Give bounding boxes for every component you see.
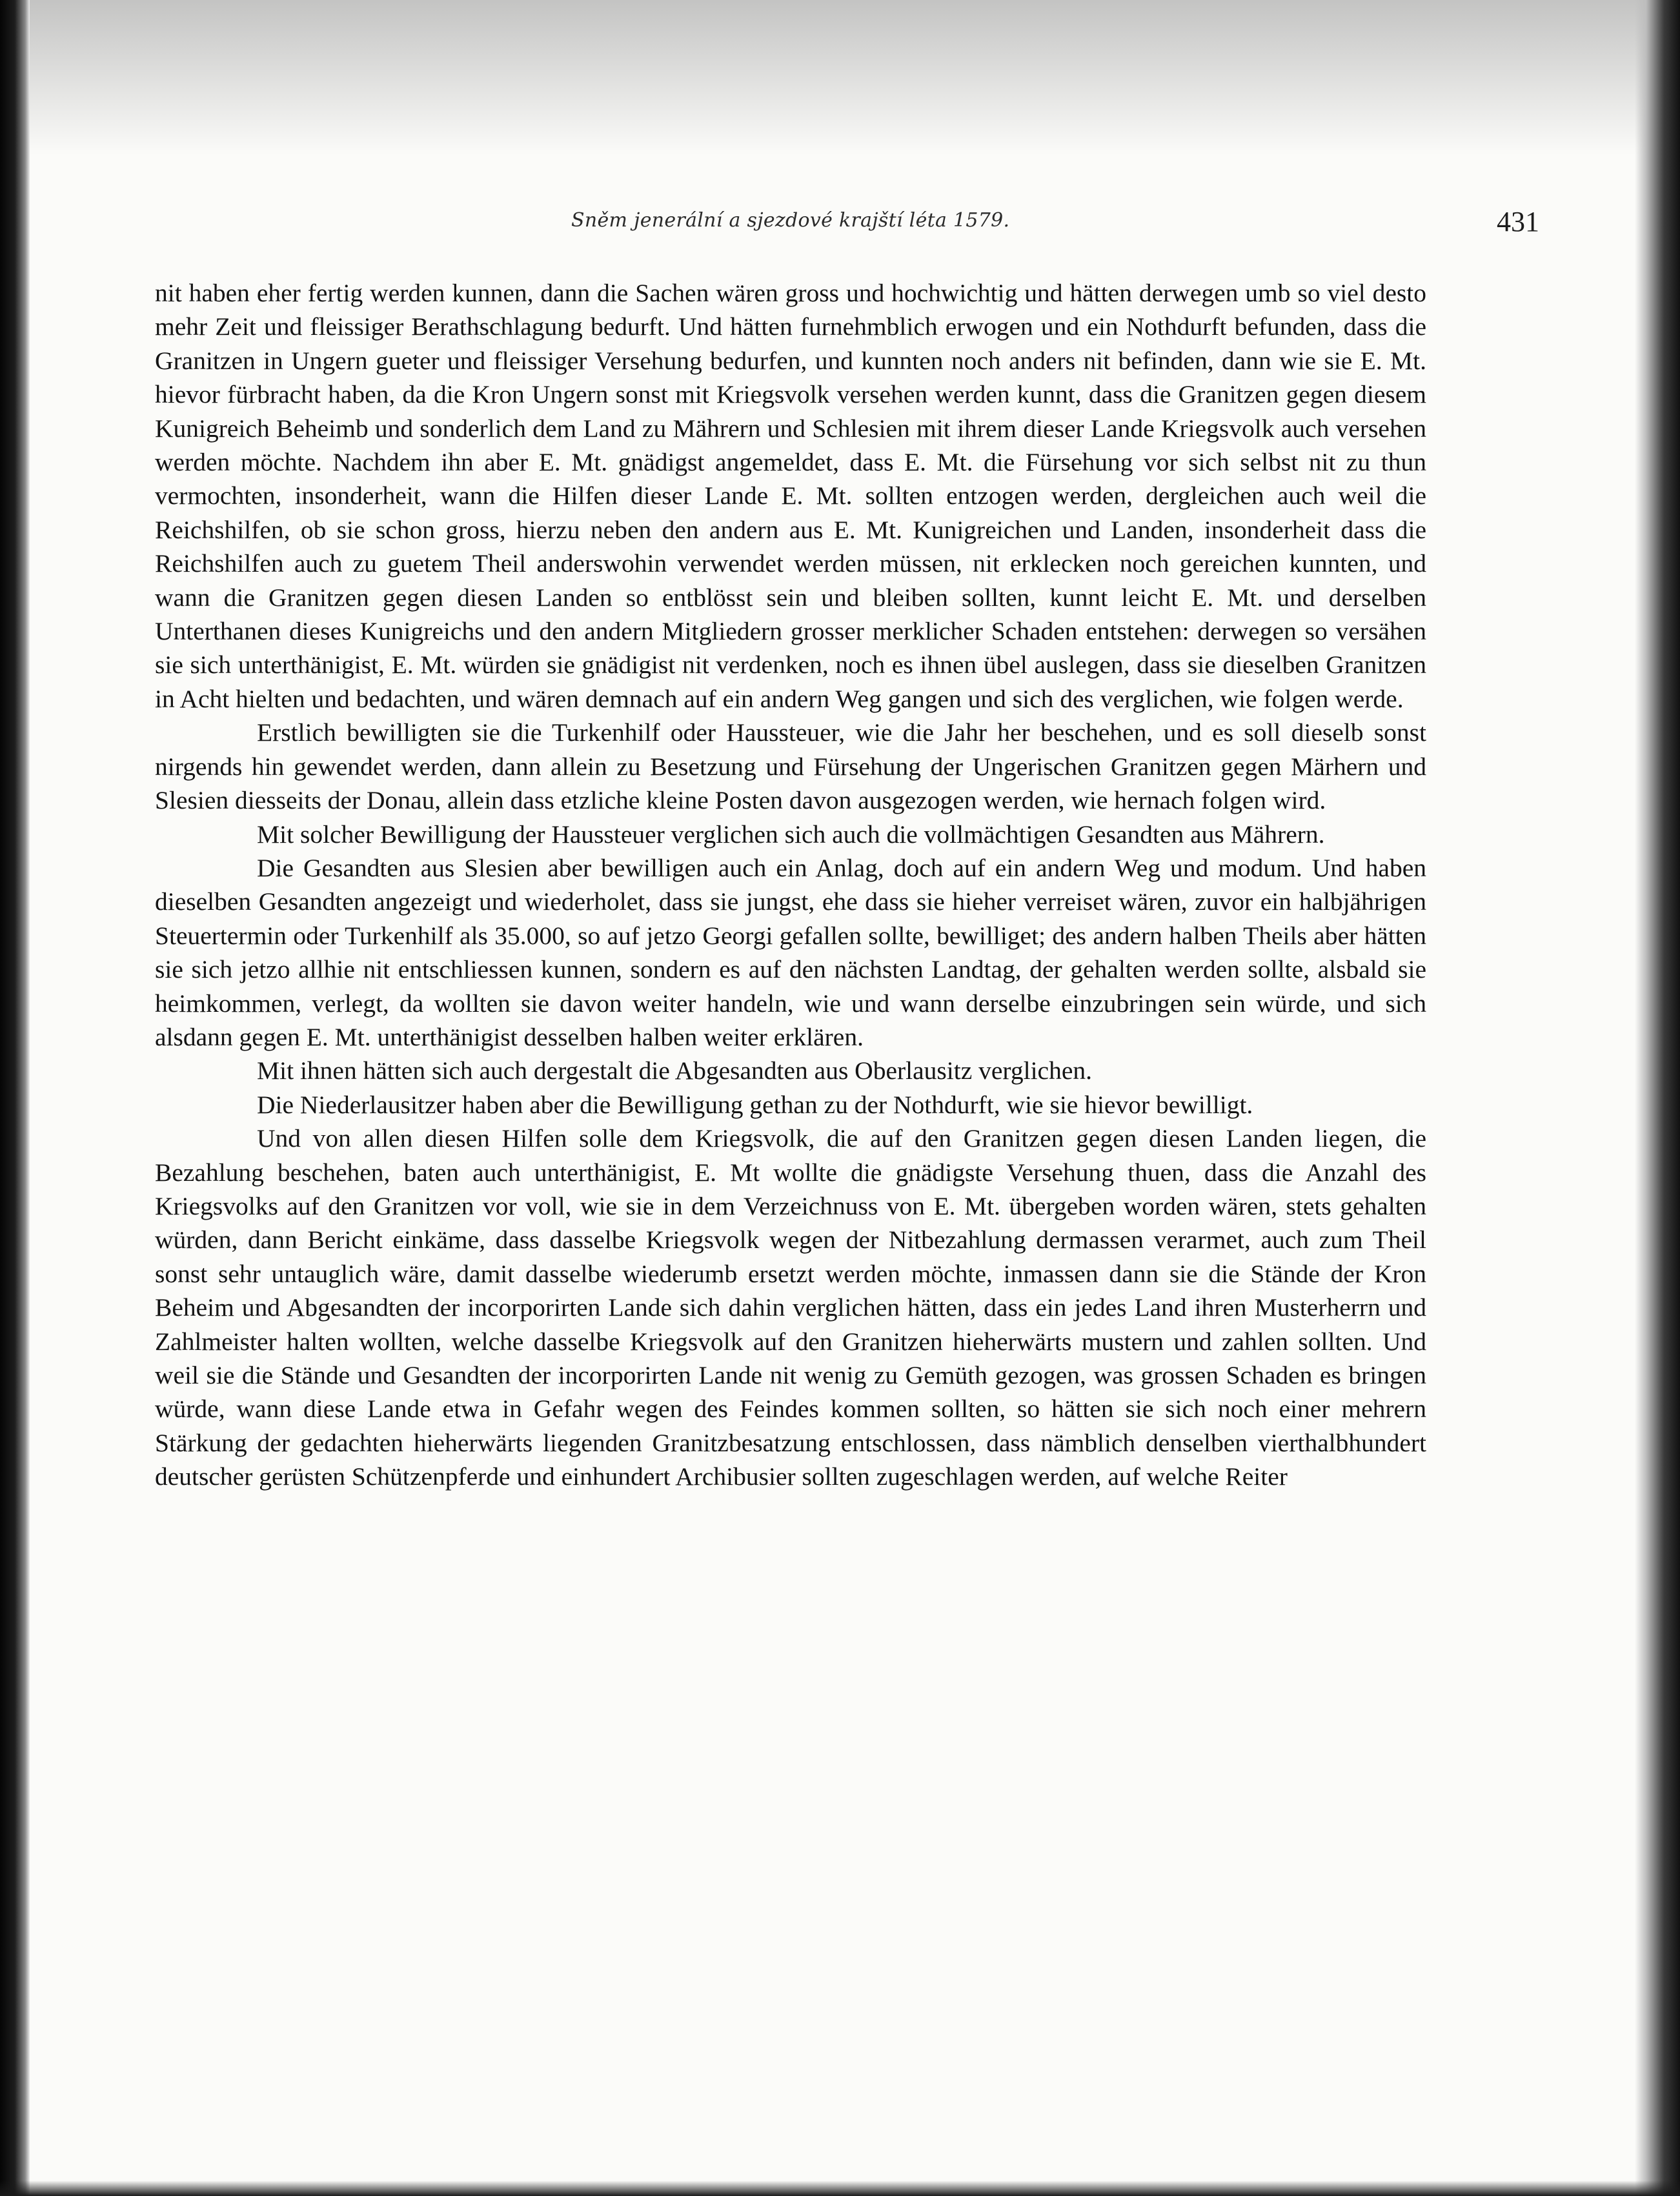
scan-bottom-edge bbox=[0, 2181, 1680, 2196]
scan-shadow bbox=[0, 0, 1680, 155]
paragraph: Die Gesandten aus Slesien aber bewilligen auch ein Anlag, doch auf ein andern Weg und modum. Und haben dieselben Gesandten angezeigt und wiederholet, dass sie jungst, ehe dass sie hieher verreiset wären, zuvor ein halbjährigen Steuertermin oder Turkenhilf als 35.000, so auf jetzo Georgi gefallen sollte, bewilliget; des andern halben Theils aber hätten sie sich jetzo allhie nit entschliessen kunnen, sondern es auf den nächsten Landtag, der gehalten werden sollte, alsbald sie heimkommen, verlegt, da wollten sie davon weiter handeln, wie und wann derselbe einzubringen sein würde, und sich alsdann gegen E. Mt. unterthänigist desselben halben weiter erklären. bbox=[155, 853, 1426, 1051]
paragraph: Erstlich bewilligten sie die Turkenhilf oder Haussteuer, wie die Jahr her beschehen, und es soll dieselb sonst nirgends hin gewendet werden, dann allein zu Besetzung und Fürsehung der Ungerischen Granitzen gegen Märhern und Slesien diesseits der Donau, allein dass etzliche kleine Posten davon ausgezogen werden, wie hernach folgen wird. bbox=[155, 718, 1426, 815]
paragraph: Die Niederlausitzer haben aber die Bewilligung gethan zu der Nothdurft, wie sie hievor bewilligt. bbox=[257, 1090, 1253, 1119]
scan-binding-edge bbox=[0, 0, 30, 2196]
paragraph: Mit ihnen hätten sich auch dergestalt die Abgesandten aus Oberlausitz verglichen. bbox=[257, 1056, 1092, 1085]
page-header bbox=[155, 205, 1539, 237]
running-title: Sněm jenerální a sjezdové krajští léta 1579. bbox=[571, 209, 1010, 232]
page-number: 431 bbox=[1497, 206, 1539, 237]
paragraph: Mit solcher Bewilligung der Haussteuer verglichen sich auch die vollmächtigen Gesandten aus Mährern. bbox=[257, 820, 1325, 849]
paragraph: Und von allen diesen Hilfen solle dem Kriegsvolk, die auf den Granitzen gegen diesen Landen liegen, die Bezahlung beschehen, baten auch unterthänigist, E. Mt wollte die gnädigste Versehung thuen, dass die Anzahl des Kriegsvolks auf den Granitzen vor voll, wie sie in dem Verzeichnuss von E. Mt. übergeben worden wären, stets gehalten würden, dann Bericht einkäme, dass dasselbe Kriegsvolk wegen der Nitbezahlung dermassen verarmet, auch zum Theil sonst sehr untauglich wäre, damit dasselbe wiederumb ersetzt werden möchte, inmassen dann sie die Stände der Kron Beheim und Abgesandten der incorporirten Lande sich dahin verglichen hätten, dass ein jedes Land ihren Musterherrn und Zahlmeister halten wollten, welche dasselbe Kriegsvolk auf den Granitzen hieherwärts mustern und zahlen sollten. Und weil sie die Stände und Gesandten der incorporirten Lande nit wenig zu Gemüth gezogen, was grossen Schaden es bringen würde, wann diese Lande etwa in Gefahr wegen des Feindes kommen sollten, so hätten sie sich noch einer mehrern Stärkung der gedachten hieherwärts liegenden Granitzbesatzung entschlossen, dass nämblich denselben vierthalbhundert deutscher gerüsten Schützenpferde und einhundert Archibusier sollten zugeschlagen werden, auf welche Reiter bbox=[155, 1124, 1426, 1491]
scan-outer-edge bbox=[1635, 0, 1680, 2196]
paragraph: nit haben eher fertig werden kunnen, dann die Sachen wären gross und hochwichtig und hätten derwegen umb so viel desto mehr Zeit und fleissiger Berathschlagung bedurft. Und hätten furnehmblich erwogen und ein Nothdurft befunden, dass die Granitzen in Ungern gueter und fleissiger Versehung bedurfen, und kunnten noch anders nit befinden, dann wie sie E. Mt. hievor fürbracht haben, da die Kron Ungern sonst mit Kriegsvolk versehen werden kunnt, dass die Granitzen gegen diesem Kunigreich Beheimb und sonderlich dem Land zu Mährern und Schlesien mit ihrem dieser Lande Kriegsvolk auch versehen werden möchte. Nachdem ihn aber E. Mt. gnädigst angemeldet, dass E. Mt. die Fürsehung vor sich selbst nit zu thun vermochten, insonderheit, wann die Hilfen dieser Lande E. Mt. sollten entzogen werden, dergleichen auch weil die Reichshilfen, ob sie schon gross, hierzu neben den andern aus E. Mt. Kunigreichen und Landen, insonderheit dass die Reichshilfen auch zu guetem Theil anderswohin verwendet werden müssen, nit erklecken noch gereichen kunnten, und wann die Granitzen gegen diesen Landen so entblösst sein und bleiben sollten, kunnt leicht E. Mt. und derselben Unterthanen dieses Kunigreichs und den andern Mitgliedern grosser merklicher Schaden entstehen: derwegen so versähen sie sich unterthänigist, E. Mt. würden sie gnädigist nit verdenken, noch es ihnen übel auslegen, dass sie dieselben Granitzen in Acht hielten und bedachten, und wären demnach auf ein andern Weg gangen und sich des verglichen, wie folgen werde. bbox=[155, 279, 1426, 713]
body-text bbox=[155, 276, 1426, 1494]
